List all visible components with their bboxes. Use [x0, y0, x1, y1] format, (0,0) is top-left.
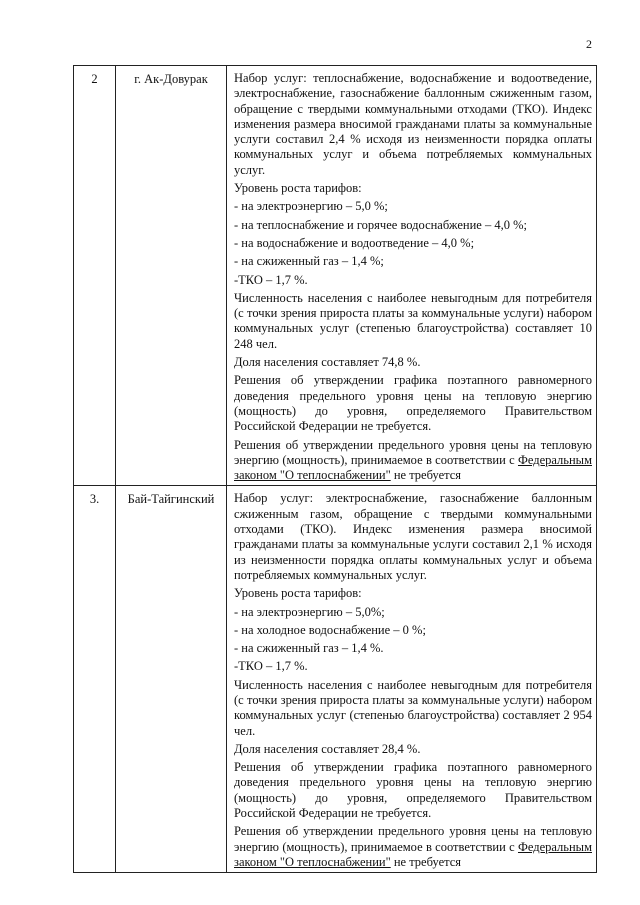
municipality-name: Бай-Тайгинский: [116, 486, 227, 873]
final-text-suffix: не требуется: [390, 468, 462, 483]
municipality-name: г. Ак-Довурак: [116, 66, 227, 486]
description-paragraph: - на холодное водоснабжение – 0 %;: [234, 622, 426, 637]
final-paragraph: [234, 824, 592, 870]
description-paragraph: Доля населения составляет 28,4 %.: [234, 741, 421, 756]
services-description: [227, 66, 597, 486]
description-paragraph: Уровень роста тарифов:: [234, 586, 362, 601]
description-paragraph: Численность населения с наиболее невыгодным для потребителя (с точки зрения прироста платы за коммунальные услуги) набором коммунальных услуг (степенью благоустройства) составляет 2 954 чел.: [234, 677, 592, 738]
description-paragraph: -ТКО – 1,7 %.: [234, 659, 308, 674]
description-paragraph: Доля населения составляет 74,8 %.: [234, 355, 421, 370]
description-paragraph: Уровень роста тарифов:: [234, 181, 362, 196]
description-paragraph: Численность населения с наиболее невыгодным для потребителя (с точки зрения прироста платы за коммунальные услуги) набором коммунальных услуг (степенью благоустройства) составляет 10 248 чел.: [234, 290, 592, 351]
description-paragraph: Набор услуг: электроснабжение, газоснабжение баллонным сжиженным газом, обращение с твердыми коммунальными отходами (ТКО). Индекс изменения размера вносимой гражданами платы за коммунальные услуги составил 2,1 % исходя из неизменности порядка оплаты коммунальных услуг и объема потребляемых коммунальных услуг.: [234, 491, 592, 582]
table-row: [74, 66, 597, 486]
services-description: [227, 486, 597, 873]
description-paragraph: Решения об утверждении графика поэтапного равномерного доведения предельного уровня цены на тепловую энергию (мощность) до уровня, определяемого Правительством Российской Федерации не требуется.: [234, 760, 592, 821]
description-paragraph: - на теплоснабжение и горячее водоснабжение – 4,0 %;: [234, 217, 527, 232]
municipality-table: [73, 65, 597, 873]
final-text-suffix: не требуется: [390, 854, 462, 869]
description-paragraph: - на сжиженный газ – 1,4 %;: [234, 254, 384, 269]
description-paragraph: Решения об утверждении графика поэтапного равномерного доведения предельного уровня цены на тепловую энергию (мощность) до уровня, определяемого Правительством Российской Федерации не требуется.: [234, 373, 592, 434]
federal-law-link[interactable]: Федеральным законом "О теплоснабжении": [234, 839, 592, 869]
federal-law-link[interactable]: Федеральным законом "О теплоснабжении": [234, 452, 592, 483]
description-paragraph: - на водоснабжение и водоотведение – 4,0 %;: [234, 235, 475, 250]
description-paragraph: -ТКО – 1,7 %.: [234, 272, 308, 287]
description-paragraph: - на электроэнергию – 5,0%;: [234, 604, 385, 619]
final-paragraph: [234, 438, 592, 484]
description-paragraph: - на электроэнергию – 5,0 %;: [234, 199, 388, 214]
page-number: 2: [586, 37, 592, 51]
table-body: [74, 66, 597, 873]
final-text-prefix: Решения об утверждении предельного уровня цены на тепловую энергию (мощность), принимаемое в соответствии с: [234, 824, 592, 854]
row-number: 2: [74, 66, 116, 486]
row-number: 3.: [74, 486, 116, 873]
description-paragraph: - на сжиженный газ – 1,4 %.: [234, 641, 384, 656]
final-text-prefix: Решения об утверждении предельного уровня цены на тепловую энергию (мощность), принимаемое в соответствии с: [234, 437, 592, 467]
description-paragraph: Набор услуг: теплоснабжение, водоснабжение и водоотведение, электроснабжение, газоснабжение баллонным сжиженным газом, обращение с твердыми коммунальными отходами (ТКО). Индекс изменения размера вносимой гражданами платы за коммунальные услуги составил 2,4 % исходя из неизменности порядка оплаты коммунальных услуг и объема потребляемых коммунальных услуг.: [234, 71, 592, 177]
table-row: [74, 486, 597, 873]
